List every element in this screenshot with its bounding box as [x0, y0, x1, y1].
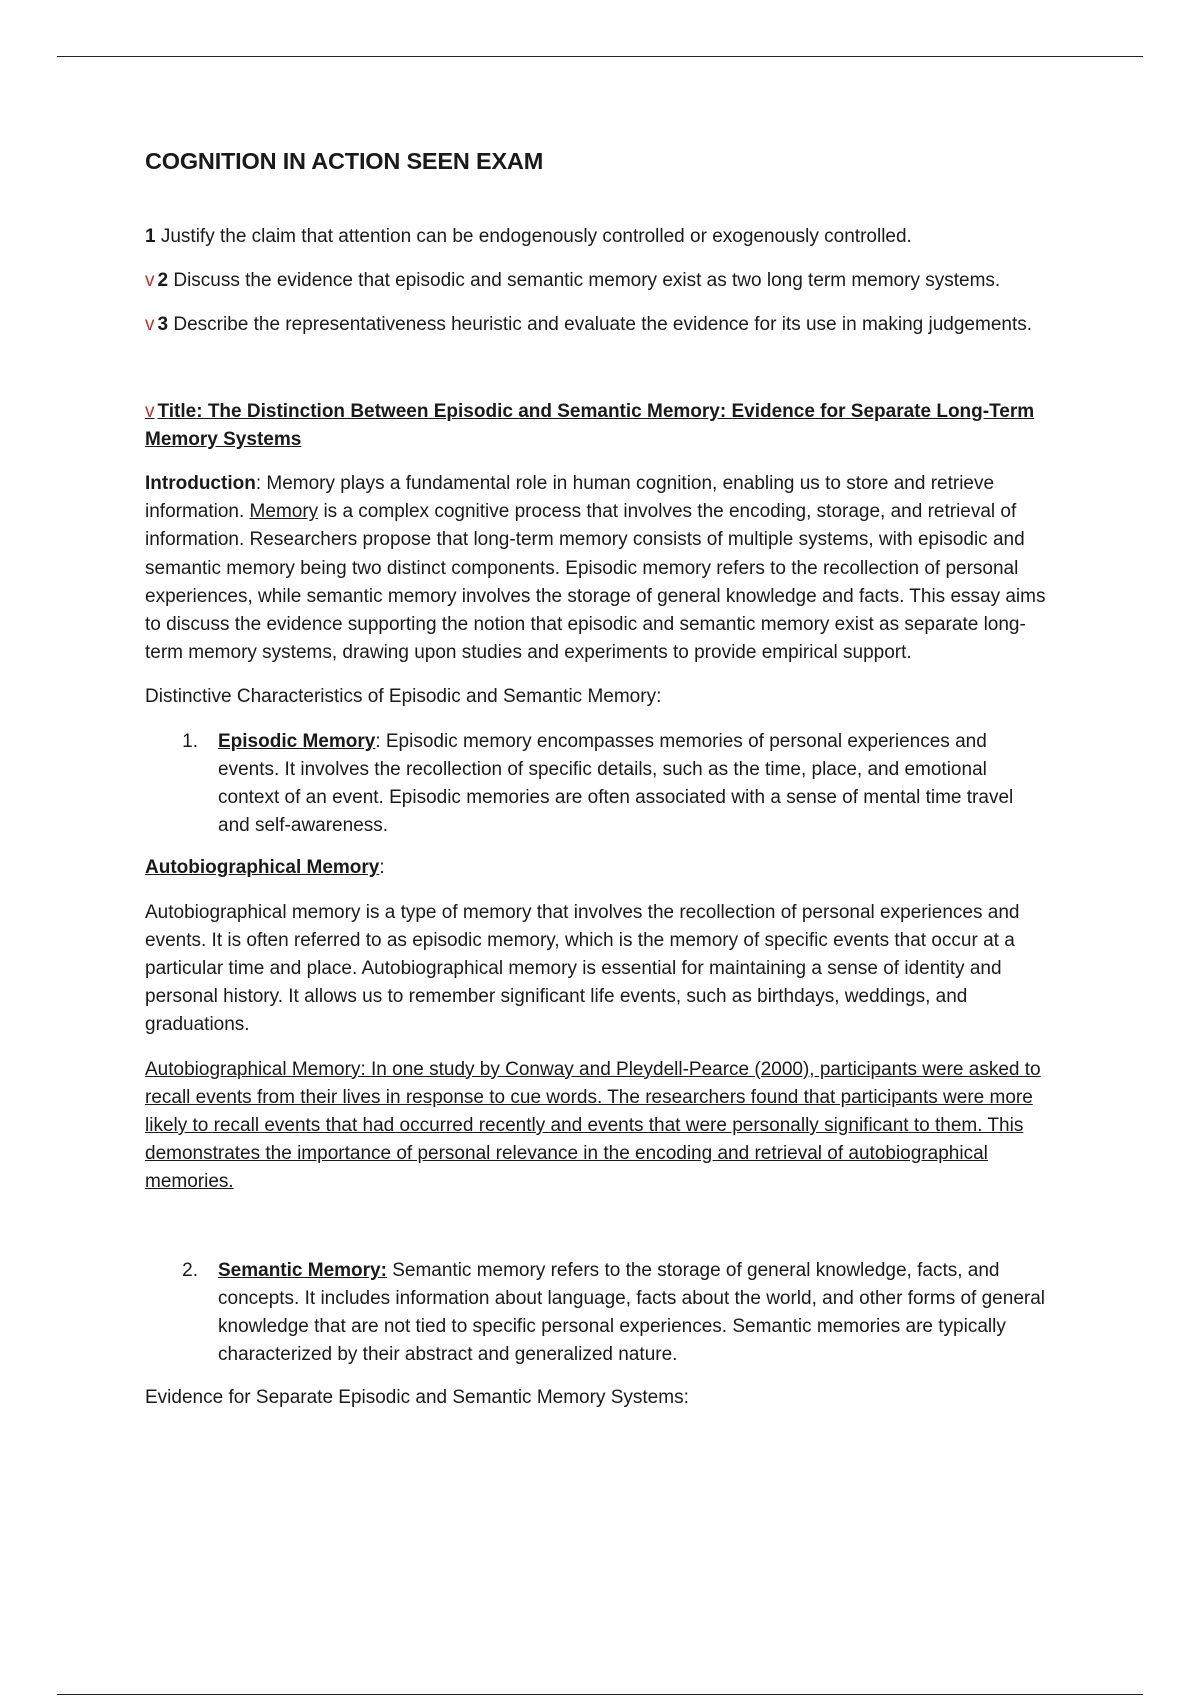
page-title: COGNITION IN ACTION SEEN EXAM — [145, 148, 544, 174]
checkmark-icon: v — [145, 270, 155, 292]
episodic-text: : Episodic memory encompasses memories of personal experiences and events. It involves the recollection of specific details, such as the time, place, and emotional context of an event. Episodic memories are often associated with a sense of mental time travel and self-awareness. — [218, 730, 1014, 837]
introduction-text-a: Memory plays a fundamental role in human cognition, enabling us to store and retrieve information. — [145, 473, 995, 523]
autobiographical-study-paragraph: Autobiographical Memory: In one study by Conway and Pleydell-Pearce (2000), participants were asked to recall events from their lives in response to cue words. The researchers found that participants were more likely to recall events that had occurred recently and events that were personally significant to them. This demonstrates the importance of personal relevance in the encoding and retrieval of autobiographical memories. — [145, 1058, 1041, 1193]
question-text: Justify the claim that attention can be endogenously controlled or exogenously controlled. — [160, 226, 912, 247]
question-number: 2 — [157, 270, 169, 292]
distinctive-heading: Distinctive Characteristics of Episodic and Semantic Memory: — [145, 686, 662, 708]
evidence-heading: Evidence for Separate Episodic and Semantic Memory Systems: — [145, 1386, 689, 1408]
introduction-paragraph — [145, 470, 1057, 667]
autobiographical-paragraph: Autobiographical memory is a type of memory that involves the recollection of personal experiences and events. It is often referred to as episodic memory, which is the memory of specific events that occur at a particular time and place. Autobiographical memory is essential for maintaining a sense of identity and personal history. It allows us to remember significant life events, such as birthdays, weddings, and graduations. — [145, 901, 1020, 1036]
semantic-text: Semantic memory refers to the storage of general knowledge, facts, and concepts. It includes information about language, facts about the world, and other forms of general knowledge that are not tied to specific personal experiences. Semantic memories are typically characterized by their abstract and generalized nature. — [218, 1259, 1046, 1366]
question-3 — [145, 311, 1057, 339]
question-text: Describe the representativeness heuristic and evaluate the evidence for its use in making judgements. — [173, 314, 1033, 336]
semantic-label: Semantic Memory: — [218, 1259, 387, 1281]
question-2 — [145, 267, 1057, 295]
autobiographical-heading-colon: : — [379, 857, 385, 879]
question-number: 3 — [157, 314, 169, 336]
autobiographical-heading-text: Autobiographical Memory — [145, 857, 380, 879]
introduction-text-b: is a complex cognitive process that involves the encoding, storage, and retrieval of information. Researchers propose that long-term memory consists of multiple systems, with episodic and semantic memory being two distinct components. Episodic memory refers to the recollection of personal experiences, while semantic memory involves the storage of general knowledge and facts. This essay aims to discuss the evidence supporting the notion that episodic and semantic memory exist as separate long-term memory systems, drawing upon studies and experiments to provide empirical support. — [145, 501, 1046, 664]
autobiographical-heading — [145, 854, 1057, 882]
list-number: 1. — [182, 730, 198, 752]
question-1 — [145, 223, 1057, 251]
checkmark-icon: v — [145, 314, 155, 336]
list-text — [218, 728, 1057, 841]
checkmark-icon: v — [145, 400, 155, 422]
list-text — [218, 1257, 1057, 1370]
introduction-label: Introduction — [145, 473, 256, 495]
list-item-semantic — [145, 1257, 1057, 1370]
episodic-label: Episodic Memory — [218, 730, 376, 752]
list-item-episodic — [145, 728, 1057, 841]
memory-word: Memory — [249, 501, 319, 523]
question-text: Discuss the evidence that episodic and semantic memory exist as two long term memory systems. — [173, 270, 1001, 292]
top-rule — [57, 56, 1143, 57]
list-number: 2. — [182, 1259, 198, 1281]
essay-title — [145, 398, 1057, 454]
introduction-separator: : — [255, 473, 267, 495]
essay-title-text: Title: The Distinction Between Episodic and Semantic Memory: Evidence for Separate Long-Term Memory Systems — [145, 400, 1035, 450]
bottom-rule — [57, 1694, 1143, 1695]
document-body — [145, 146, 1057, 1428]
question-number: 1 — [145, 226, 156, 247]
